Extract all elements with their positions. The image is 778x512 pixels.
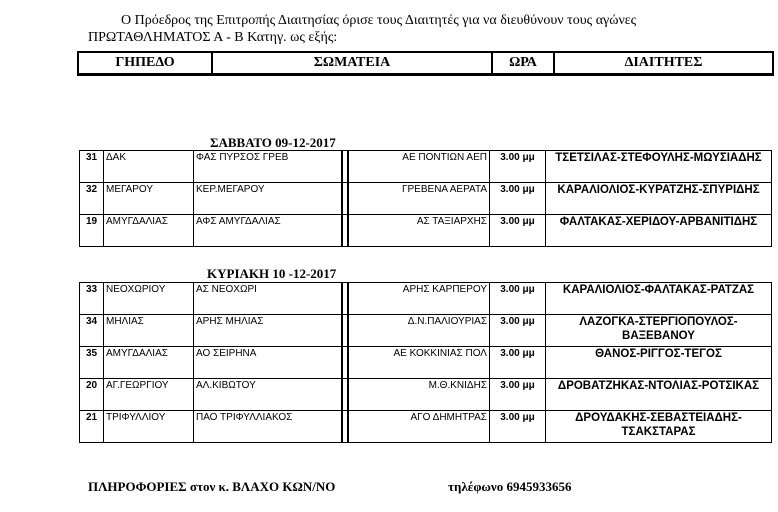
- match-away-team: ΑΕ ΠΟΝΤΙΩΝ ΑΕΠ: [348, 151, 490, 183]
- match-referees: ΦΑΛΤΑΚΑΣ-ΧΕΡΙΔΟΥ-ΑΡΒΑΝΙΤΙΔΗΣ: [546, 215, 772, 247]
- saturday-rows: [80, 151, 772, 247]
- match-referees: ΘΑΝΟΣ-ΡΙΓΓΟΣ-ΤΕΓΟΣ: [546, 347, 772, 379]
- table-row: [80, 347, 772, 379]
- header-time: ΩΡΑ: [492, 52, 554, 75]
- match-number: 34: [80, 315, 104, 347]
- header-referees: ΔΙΑΙΤΗΤΕΣ: [554, 52, 773, 75]
- intro-line-1: Ο Πρόεδρος της Επιτροπής Διαιτησίας όρισε τους Διαιτητές για να διευθύνουν τους αγώνες: [121, 13, 637, 28]
- table-row: [80, 215, 772, 247]
- schedule-table-sunday: [79, 282, 772, 443]
- match-time: 3.00 μμ: [490, 151, 546, 183]
- match-court: ΜΕΓΑΡΟΥ: [104, 183, 194, 215]
- table-row: [80, 151, 772, 183]
- match-away-team: Δ.Ν.ΠΑΛΙΟΥΡΙΑΣ: [348, 315, 490, 347]
- match-court: ΤΡΙΦΥΛΛΙΟΥ: [104, 411, 194, 443]
- match-referees: ΔΡΟΥΔΑΚΗΣ-ΣΕΒΑΣΤΕΙΑΔΗΣ-ΤΣΑΚΣΤΑΡΑΣ: [546, 411, 772, 443]
- match-number: 19: [80, 215, 104, 247]
- match-home-team: ΦΑΣ ΠΥΡΣΟΣ ΓΡΕΒ: [194, 151, 342, 183]
- match-number: 35: [80, 347, 104, 379]
- header-court: ΓΗΠΕΔΟ: [78, 52, 212, 75]
- match-away-team: ΑΡΗΣ ΚΑΡΠΕΡΟΥ: [348, 283, 490, 315]
- intro-line-2: ΠΡΩΤΑΘΛΗΜΑΤΟΣ Α - Β Κατηγ. ως εξής:: [88, 30, 338, 45]
- intro-text: [88, 12, 768, 46]
- table-row: [80, 411, 772, 443]
- match-home-team: ΚΕΡ.ΜΕΓΑΡΟΥ: [194, 183, 342, 215]
- match-court: ΔΑΚ: [104, 151, 194, 183]
- match-referees: ΚΑΡΑΛΙΟΛΙΟΣ-ΦΑΛΤΑΚΑΣ-ΡΑΤΖΑΣ: [546, 283, 772, 315]
- match-number: 33: [80, 283, 104, 315]
- match-time: 3.00 μμ: [490, 283, 546, 315]
- column-header-table: [77, 51, 774, 76]
- table-row: [80, 315, 772, 347]
- match-away-team: ΓΡΕΒΕΝΑ ΑΕΡΑΤΑ: [348, 183, 490, 215]
- day-title-sunday: ΚΥΡΙΑΚΗ 10 -12-2017: [207, 266, 337, 281]
- day-title-saturday: ΣΑΒΒΑΤΟ 09-12-2017: [210, 135, 336, 150]
- match-court: ΝΕΟΧΩΡΙΟΥ: [104, 283, 194, 315]
- table-row: [80, 183, 772, 215]
- match-away-team: ΑΓΟ ΔΗΜΗΤΡΑΣ: [348, 411, 490, 443]
- table-row: [80, 379, 772, 411]
- match-court: ΜΗΛΙΑΣ: [104, 315, 194, 347]
- match-home-team: ΑΡΗΣ ΜΗΛΙΑΣ: [194, 315, 342, 347]
- match-number: 20: [80, 379, 104, 411]
- table-row: [80, 283, 772, 315]
- match-number: 31: [80, 151, 104, 183]
- match-home-team: ΑΦΣ ΑΜΥΓΔΑΛΙΑΣ: [194, 215, 342, 247]
- match-home-team: ΑΟ ΣΕΙΡΗΝΑ: [194, 347, 342, 379]
- match-home-team: ΑΣ ΝΕΟΧΩΡΙ: [194, 283, 342, 315]
- match-time: 3.00 μμ: [490, 315, 546, 347]
- match-home-team: ΠΑΟ ΤΡΙΦΥΛΛΙΑΚΟΣ: [194, 411, 342, 443]
- match-home-team: ΑΛ.ΚΙΒΩΤΟΥ: [194, 379, 342, 411]
- match-number: 21: [80, 411, 104, 443]
- match-court: ΑΓ.ΓΕΩΡΓΙΟΥ: [104, 379, 194, 411]
- header-teams: ΣΩΜΑΤΕΙΑ: [212, 52, 492, 75]
- sunday-rows: [80, 283, 772, 443]
- match-referees: ΛΑΖΟΓΚΑ-ΣΤΕΡΓΙΟΠΟΥΛΟΣ-ΒΑΞΕΒΑΝΟΥ: [546, 315, 772, 347]
- match-time: 3.00 μμ: [490, 379, 546, 411]
- schedule-table-saturday: [79, 150, 772, 247]
- match-court: ΑΜΥΓΔΑΛΙΑΣ: [104, 347, 194, 379]
- footer-info: ΠΛΗΡΟΦΟΡΙΕΣ στον κ. ΒΛΑΧΟ ΚΩΝ/ΝΟ: [88, 479, 336, 494]
- match-referees: ΔΡΟΒΑΤΖΗΚΑΣ-ΝΤΟΛΙΑΣ-ΡΟΤΣΙΚΑΣ: [546, 379, 772, 411]
- footer-phone: τηλέφωνο 6945933656: [448, 479, 572, 494]
- match-away-team: ΑΣ ΤΑΞΙΑΡΧΗΣ: [348, 215, 490, 247]
- match-number: 32: [80, 183, 104, 215]
- match-referees: ΚΑΡΑΛΙΟΛΙΟΣ-ΚΥΡΑΤΖΗΣ-ΣΠΥΡΙΔΗΣ: [546, 183, 772, 215]
- match-away-team: Μ.Θ.ΚΝΙΔΗΣ: [348, 379, 490, 411]
- match-time: 3.00 μμ: [490, 411, 546, 443]
- match-referees: ΤΣΕΤΣΙΛΑΣ-ΣΤΕΦΟΥΛΗΣ-ΜΩΥΣΙΑΔΗΣ: [546, 151, 772, 183]
- match-time: 3.00 μμ: [490, 347, 546, 379]
- match-court: ΑΜΥΓΔΑΛΙΑΣ: [104, 215, 194, 247]
- match-away-team: ΑΕ ΚΟΚΚΙΝΙΑΣ ΠΟΛ: [348, 347, 490, 379]
- match-time: 3.00 μμ: [490, 215, 546, 247]
- match-time: 3.00 μμ: [490, 183, 546, 215]
